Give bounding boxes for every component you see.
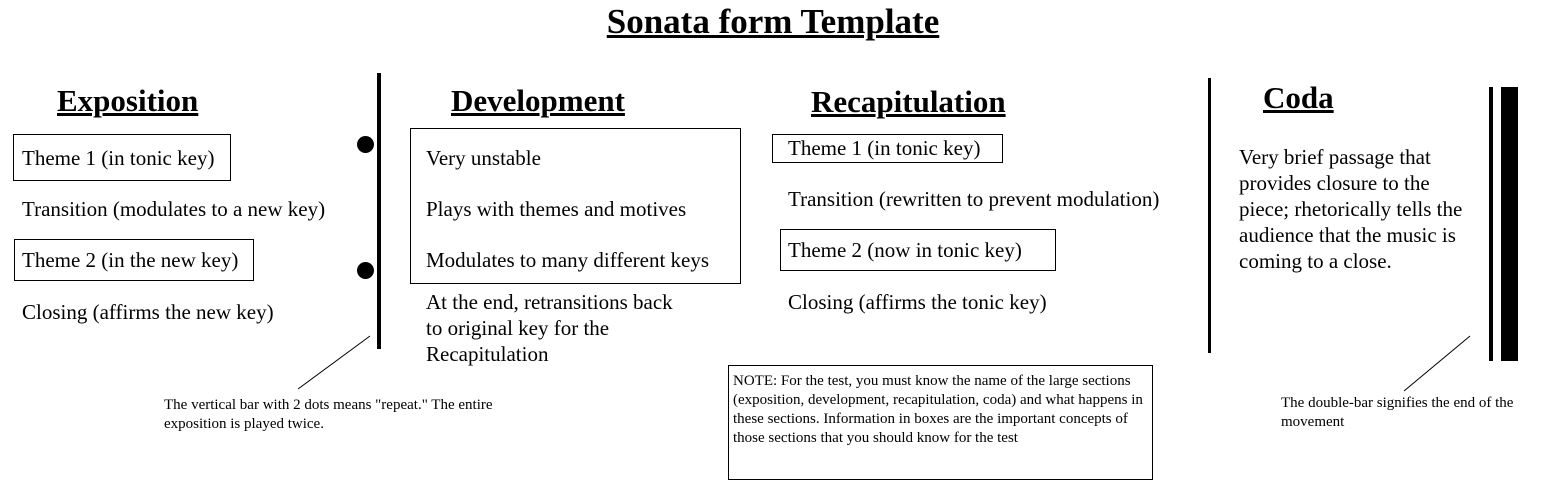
- recapitulation-heading: Recapitulation: [811, 84, 1006, 119]
- exposition-transition: Transition (modulates to a new key): [22, 197, 326, 221]
- double-bar-note: The double-bar signifies the end of the movement: [1281, 395, 1514, 430]
- page-title: Sonata form Template: [606, 2, 940, 41]
- development-line2: Plays with themes and motives: [426, 197, 687, 221]
- exposition-heading: Exposition: [57, 83, 199, 118]
- coda-line4: audience that the music is: [1239, 223, 1456, 247]
- development-retransition-line3: Recapitulation: [426, 342, 549, 366]
- recapitulation-theme1: Theme 1 (in tonic key): [788, 136, 981, 160]
- coda-heading: Coda: [1263, 80, 1334, 115]
- exposition-theme1: Theme 1 (in tonic key): [22, 146, 215, 170]
- recapitulation-theme2: Theme 2 (now in tonic key): [788, 238, 1022, 262]
- repeat-note: The vertical bar with 2 dots means "repeat." The entire exposition is played twice.: [164, 397, 493, 432]
- double-bar-pointer-line: [1404, 336, 1470, 391]
- coda-line2: provides closure to the: [1239, 171, 1430, 195]
- recapitulation-transition: Transition (rewritten to prevent modulation): [788, 187, 1160, 211]
- test-note: NOTE: For the test, you must know the name of the large sections (exposition, development, recapitulation, coda) and what happens in these sections. Information in boxes are the important concepts of those sections that you should know for the test: [733, 373, 1143, 446]
- exposition-theme2: Theme 2 (in the new key): [22, 248, 239, 272]
- development-line1: Very unstable: [426, 146, 541, 170]
- coda-line5: coming to a close.: [1239, 249, 1392, 273]
- development-heading: Development: [451, 83, 625, 118]
- coda-line1: Very brief passage that: [1239, 145, 1431, 169]
- development-line3: Modulates to many different keys: [426, 248, 710, 272]
- recapitulation-closing: Closing (affirms the tonic key): [788, 290, 1047, 314]
- exposition-closing: Closing (affirms the new key): [22, 300, 274, 324]
- development-retransition-line1: At the end, retransitions back: [426, 290, 673, 314]
- development-retransition-line2: to original key for the: [426, 316, 610, 340]
- coda-line3: piece; rhetorically tells the: [1239, 197, 1463, 221]
- repeat-pointer-line: [298, 336, 370, 389]
